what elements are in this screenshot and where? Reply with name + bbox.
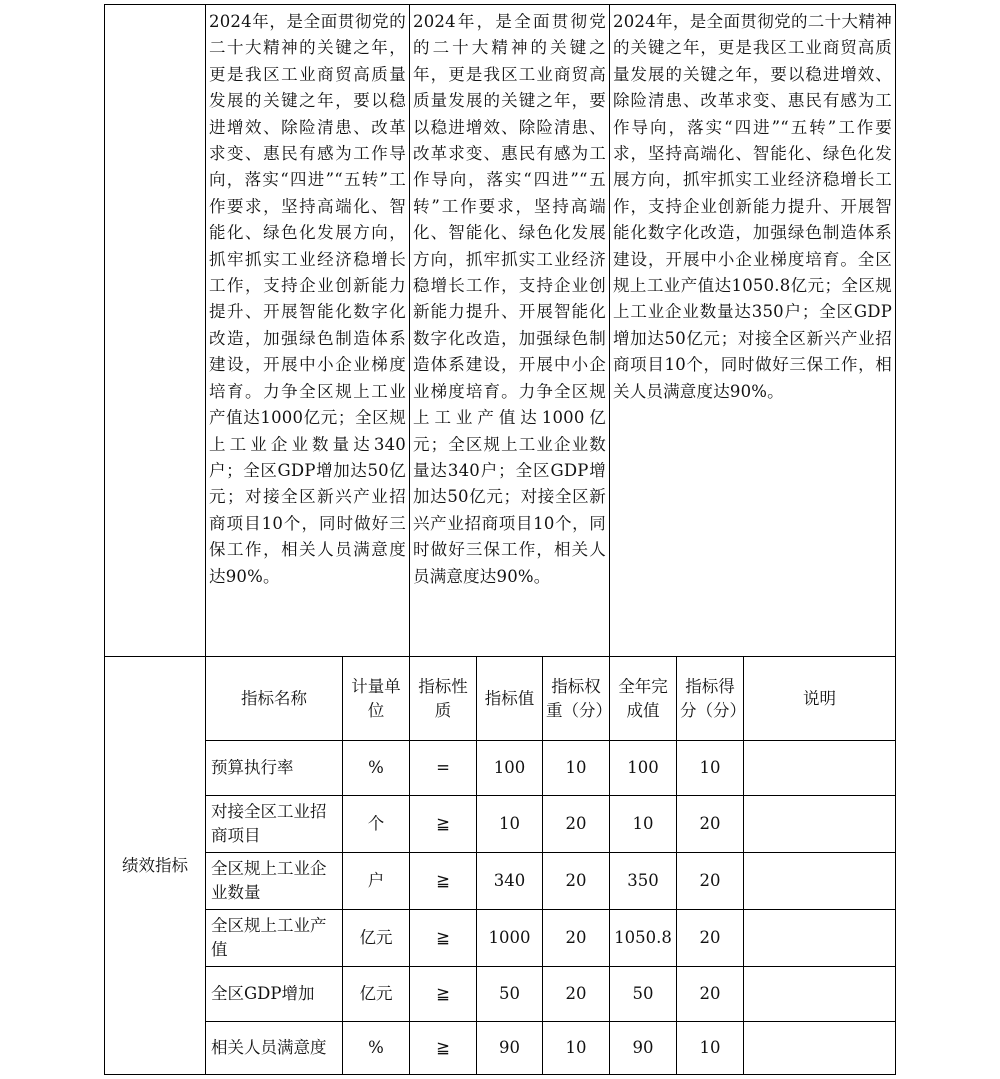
row-3-score: 20: [676, 852, 744, 910]
row-1-nature: =: [409, 740, 477, 796]
row-6-nature: ≧: [409, 1021, 477, 1075]
header-value: 指标值: [476, 656, 543, 741]
row-5-score: 20: [676, 966, 744, 1022]
row-6-value: 90: [476, 1021, 543, 1075]
row-3-weight: 20: [542, 852, 610, 910]
row-1-actual: 100: [609, 740, 677, 796]
header-unit: 计量单位: [342, 656, 410, 741]
row-3-name: 全区规上工业企业数量: [205, 852, 343, 910]
row-4-unit: 亿元: [342, 909, 410, 967]
row-5-weight: 20: [542, 966, 610, 1022]
row-1-unit: %: [342, 740, 410, 796]
header-actual: 全年完成值: [609, 656, 677, 741]
row-6-unit: %: [342, 1021, 410, 1075]
row-4-weight: 20: [542, 909, 610, 967]
row-1-score: 10: [676, 740, 744, 796]
header-weight: 指标权重（分）: [542, 656, 610, 741]
row-1-note: [743, 740, 896, 796]
row-5-value: 50: [476, 966, 543, 1022]
row-5-actual: 50: [609, 966, 677, 1022]
row-2-value: 10: [476, 795, 543, 853]
target-text-col2: 2024年，是全面贯彻党的二十大精神的关键之年，更是我区工业商贸高质量发展的关键之年，要以稳进增效、除险清患、改革求变、惠民有感为工作导向，落实“四进”“五转”工作要求，坚持高端化、智能化、绿色化发展方向，抓牢抓实工业经济稳增长工作，支持企业创新能力提升、开展智能化数字化改造，加强绿色制造体系建设，开展中小企业梯度培育。力争全区规上工业产值达1000亿元；全区规上工业企业数量达340户；全区GDP增加达50亿元；对接全区新兴产业招商项目10个，同时做好三保工作，相关人员满意度达90%。: [409, 4, 610, 657]
row-4-actual: 1050.8: [609, 909, 677, 967]
row-1-value: 100: [476, 740, 543, 796]
header-score: 指标得分（分）: [676, 656, 744, 741]
row-2-score: 20: [676, 795, 744, 853]
row-4-nature: ≧: [409, 909, 477, 967]
row-4-name: 全区规上工业产值: [205, 909, 343, 967]
row-3-note: [743, 852, 896, 910]
row-2-actual: 10: [609, 795, 677, 853]
header-note: 说明: [743, 656, 896, 741]
row-5-unit: 亿元: [342, 966, 410, 1022]
row-4-note: [743, 909, 896, 967]
actual-text-col3: 2024年，是全面贯彻党的二十大精神的关键之年，更是我区工业商贸高质量发展的关键之年，要以稳进增效、除险清患、改革求变、惠民有感为工作导向，落实“四进”“五转”工作要求，坚持高端化、智能化、绿色化发展方向，抓牢抓实工业经济稳增长工作，支持企业创新能力提升、开展智能化数字化改造，加强绿色制造体系建设，开展中小企业梯度培育。全区规上工业产值达1050.8亿元；全区规上工业企业数量达350户；全区GDP增加达50亿元；对接全区新兴产业招商项目10个，同时做好三保工作，相关人员满意度达90%。: [609, 4, 896, 657]
row-2-nature: ≧: [409, 795, 477, 853]
top-left-blank-cell: [104, 4, 206, 657]
row-4-value: 1000: [476, 909, 543, 967]
section-label-performance: 绩效指标: [104, 656, 206, 1075]
row-2-weight: 20: [542, 795, 610, 853]
header-indicator-name: 指标名称: [205, 656, 343, 741]
row-2-name: 对接全区工业招商项目: [205, 795, 343, 853]
target-text-col1: 2024年，是全面贯彻党的二十大精神的关键之年，更是我区工业商贸高质量发展的关键之年，要以稳进增效、除险清患、改革求变、惠民有感为工作导向，落实“四进”“五转”工作要求，坚持高端化、智能化、绿色化发展方向，抓牢抓实工业经济稳增长工作，支持企业创新能力提升、开展智能化数字化改造，加强绿色制造体系建设，开展中小企业梯度培育。力争全区规上工业产值达1000亿元；全区规上工业企业数量达340户；全区GDP增加达50亿元；对接全区新兴产业招商项目10个，同时做好三保工作，相关人员满意度达90%。: [205, 4, 410, 657]
row-5-nature: ≧: [409, 966, 477, 1022]
row-6-score: 10: [676, 1021, 744, 1075]
row-2-note: [743, 795, 896, 853]
row-1-weight: 10: [542, 740, 610, 796]
row-4-score: 20: [676, 909, 744, 967]
row-2-unit: 个: [342, 795, 410, 853]
row-5-note: [743, 966, 896, 1022]
header-nature: 指标性质: [409, 656, 477, 741]
row-6-actual: 90: [609, 1021, 677, 1075]
row-6-note: [743, 1021, 896, 1075]
row-3-actual: 350: [609, 852, 677, 910]
row-1-name: 预算执行率: [205, 740, 343, 796]
row-5-name: 全区GDP增加: [205, 966, 343, 1022]
row-6-name: 相关人员满意度: [205, 1021, 343, 1075]
row-3-unit: 户: [342, 852, 410, 910]
row-3-value: 340: [476, 852, 543, 910]
row-6-weight: 10: [542, 1021, 610, 1075]
row-3-nature: ≧: [409, 852, 477, 910]
